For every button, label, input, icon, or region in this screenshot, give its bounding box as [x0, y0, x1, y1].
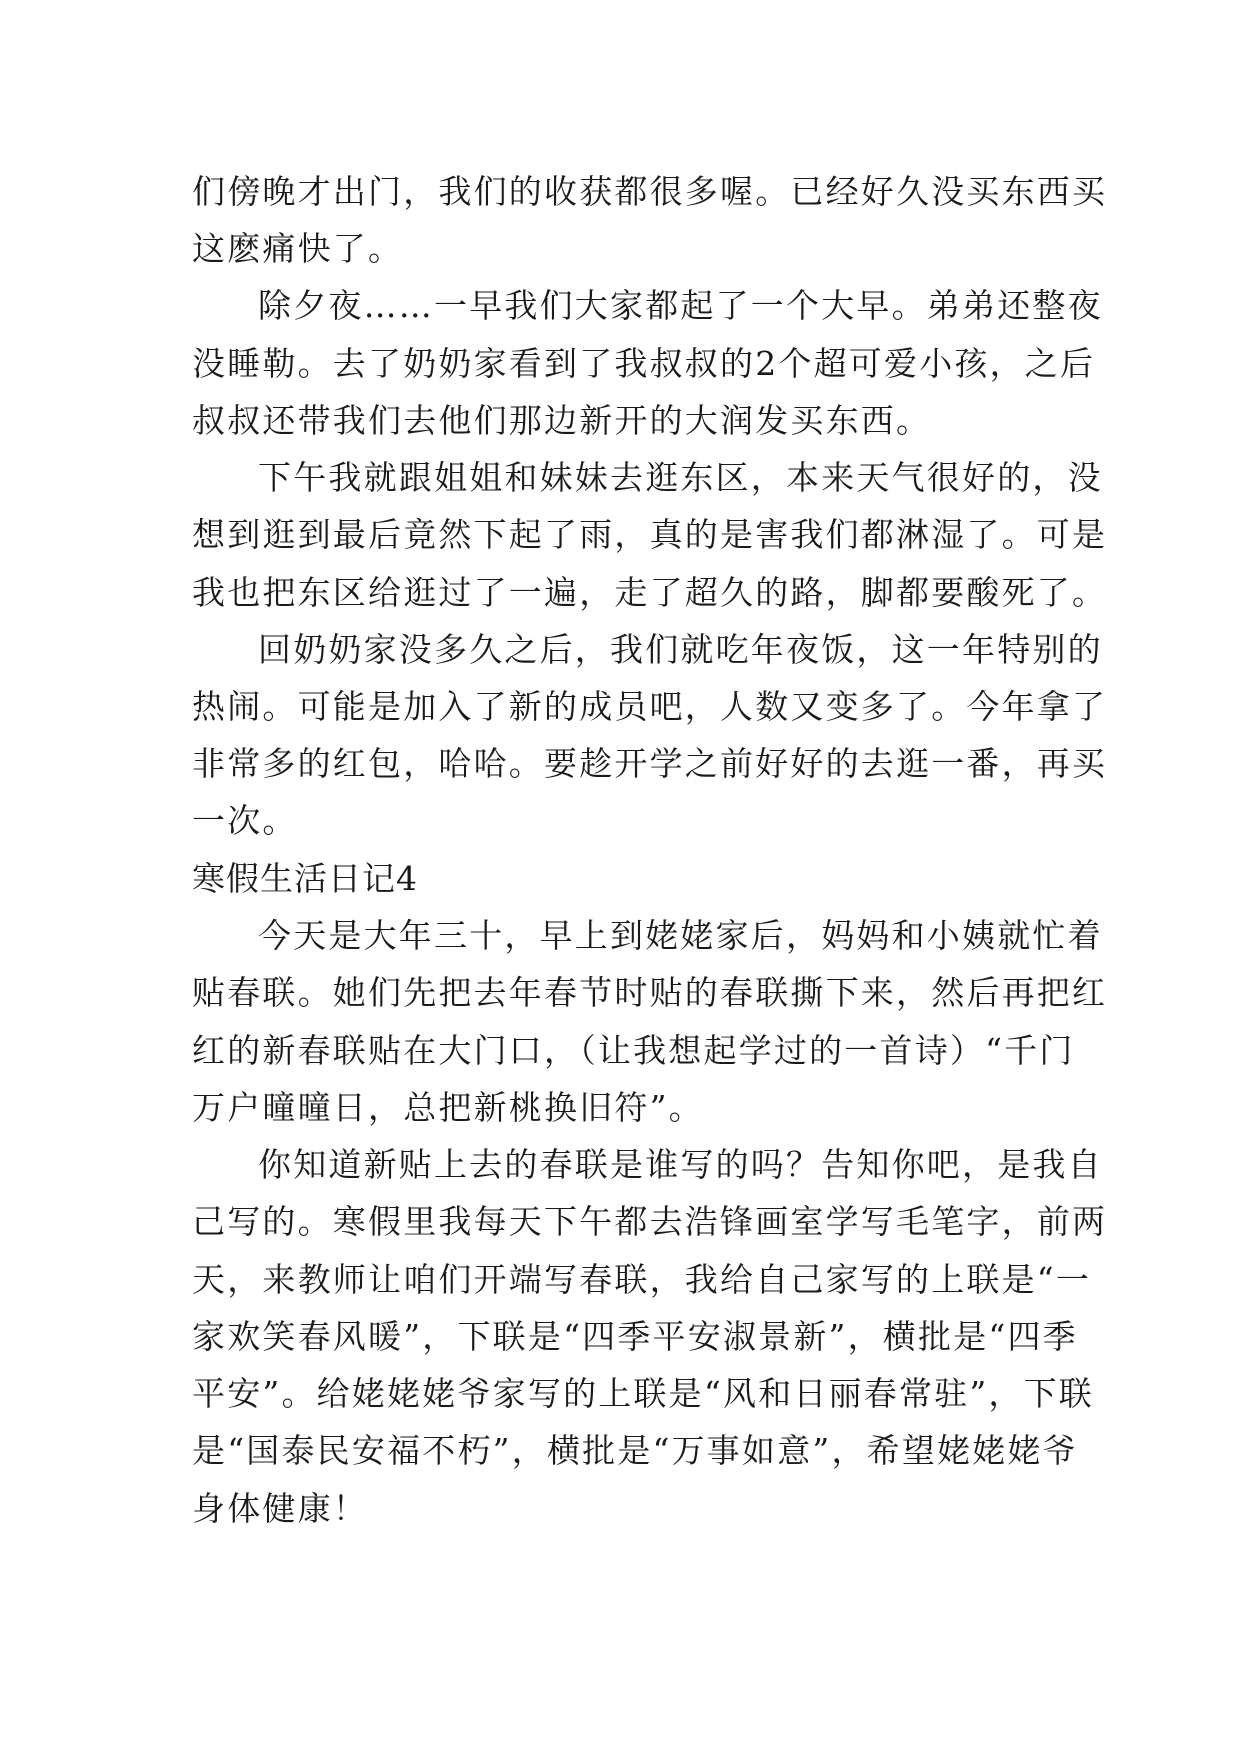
section-heading: 寒假生活日记4	[192, 859, 418, 898]
text-line: 想到逛到最后竟然下起了雨，真的是害我们都淋湿了。可是	[192, 515, 1108, 554]
text-line: 除夕夜……一早我们大家都起了一个大早。弟弟还整夜	[258, 286, 1103, 325]
text-line: 贴春联。她们先把去年春节时贴的春联撕下来，然后再把红	[192, 973, 1108, 1012]
text-line: 红的新春联贴在大门口，（让我想起学过的一首诗）“千门	[192, 1031, 1075, 1070]
text-line: 叔叔还带我们去他们那边新开的大润发买东西。	[192, 401, 932, 440]
text-line: 今天是大年三十，早上到姥姥家后，妈妈和小姨就忙着	[258, 916, 1103, 955]
text-line: 是“国泰民安福不朽”，横批是“万事如意”，希望姥姥姥爷	[192, 1431, 1078, 1470]
text-line: 热闹。可能是加入了新的成员吧，人数又变多了。今年拿了	[192, 687, 1108, 726]
text-line: 没睡勒。去了奶奶家看到了我叔叔的2个超可爱小孩，之后	[192, 344, 1096, 383]
text-line: 家欢笑春风暖”，下联是“四季平安淑景新”，横批是“四季	[192, 1317, 1078, 1356]
text-line: 这麽痛快了。	[192, 229, 404, 268]
text-line: 们傍晚才出门，我们的收获都很多喔。已经好久没买东西买	[192, 172, 1108, 211]
text-line: 我也把东区给逛过了一遍，走了超久的路，脚都要酸死了。	[192, 573, 1108, 612]
text-line: 己写的。寒假里我每天下午都去浩锋画室学写毛笔字，前两	[192, 1202, 1108, 1241]
text-line: 一次。	[192, 801, 298, 840]
text-line: 回奶奶家没多久之后，我们就吃年夜饭，这一年特别的	[258, 630, 1103, 669]
text-line: 身体健康！	[192, 1489, 368, 1528]
text-line: 非常多的红包，哈哈。要趁开学之前好好的去逛一番，再买	[192, 744, 1108, 783]
text-line: 天，来教师让咱们开端写春联，我给自己家写的上联是“一	[192, 1260, 1092, 1299]
text-line: 万户曈曈日，总把新桃换旧符”。	[192, 1088, 704, 1127]
text-line: 平安”。给姥姥姥爷家写的上联是“风和日丽春常驻”，下联	[192, 1374, 1095, 1413]
text-line: 下午我就跟姐姐和妹妹去逛东区，本来天气很好的，没	[258, 458, 1103, 497]
text-line: 你知道新贴上去的春联是谁写的吗？告知你吧，是我自	[258, 1145, 1103, 1184]
